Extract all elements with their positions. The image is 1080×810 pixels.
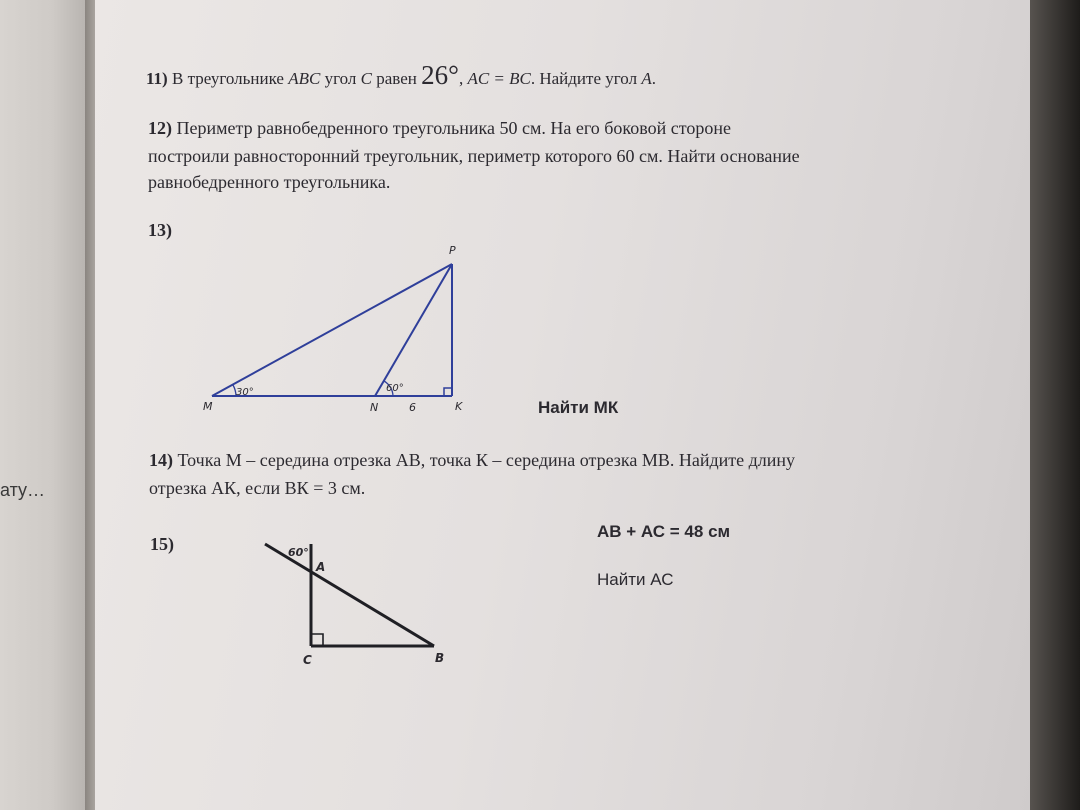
problem-11-angle: 26° bbox=[421, 60, 459, 90]
vertex-c-label: C bbox=[303, 653, 312, 667]
right-angle-mark-c bbox=[311, 634, 323, 646]
problem-12-line-3: равнобедренного треугольника. bbox=[148, 172, 391, 192]
problem-11-text: угол bbox=[320, 69, 361, 88]
problem-15-number: 15) bbox=[150, 534, 174, 554]
problem-14-number: 14) bbox=[149, 450, 173, 470]
vertex-m-label: M bbox=[203, 400, 213, 413]
problem-15-condition: АВ + АС = 48 см bbox=[597, 522, 731, 541]
vertex-k-label: K bbox=[455, 400, 463, 413]
right-angle-mark-k bbox=[444, 388, 452, 396]
vertex-n-label: N bbox=[370, 401, 379, 414]
problem-11-text: . bbox=[651, 69, 656, 88]
problem-12-line-2: построили равносторонний треугольник, периметр которого 60 см. Найти основание bbox=[148, 146, 800, 166]
figure-15 bbox=[265, 544, 434, 646]
angle-n-label: 60° bbox=[386, 383, 404, 394]
background-window-snippet: ату… bbox=[0, 480, 46, 500]
problem-11-text: равен bbox=[372, 69, 422, 88]
vertex-b-label: B bbox=[435, 651, 445, 665]
problem-11-vertex: A bbox=[641, 69, 652, 88]
problem-11-text: . Найдите угол bbox=[530, 69, 642, 88]
problem-11-number: 11) bbox=[146, 69, 168, 88]
problem-13-task: Найти МК bbox=[538, 398, 619, 417]
segment-mp bbox=[212, 264, 452, 396]
vertex-a-label: A bbox=[316, 560, 326, 574]
problem-14-line-2: отрезка АК, если ВК = 3 см. bbox=[149, 478, 366, 498]
problem-15-task: Найти АС bbox=[597, 570, 674, 589]
segment-np bbox=[375, 264, 452, 396]
angle-m-label: 30° bbox=[236, 387, 254, 398]
problem-11-vertex: C bbox=[360, 69, 372, 88]
problem-11-text: , bbox=[458, 69, 468, 88]
problem-11-text: В треугольнике bbox=[167, 69, 289, 88]
problem-11-condition: AC = BC bbox=[467, 69, 531, 88]
segment-nk-length: 6 bbox=[409, 401, 416, 414]
problem-13-number: 13) bbox=[148, 220, 172, 240]
problem-12-text: Периметр равнобедренного треугольника 50 см. На его боковой стороне bbox=[172, 118, 732, 138]
angle-60-label: 60° bbox=[288, 546, 309, 559]
figure-13 bbox=[212, 264, 452, 396]
problem-14-text: Точка М – середина отрезка АВ, точка К – середина отрезка МВ. Найдите длину bbox=[173, 450, 796, 470]
hypotenuse-extended bbox=[265, 544, 434, 646]
problem-11-triangle: ABC bbox=[288, 69, 321, 88]
vertex-p-label: P bbox=[449, 244, 456, 257]
problem-12-number: 12) bbox=[148, 118, 172, 138]
